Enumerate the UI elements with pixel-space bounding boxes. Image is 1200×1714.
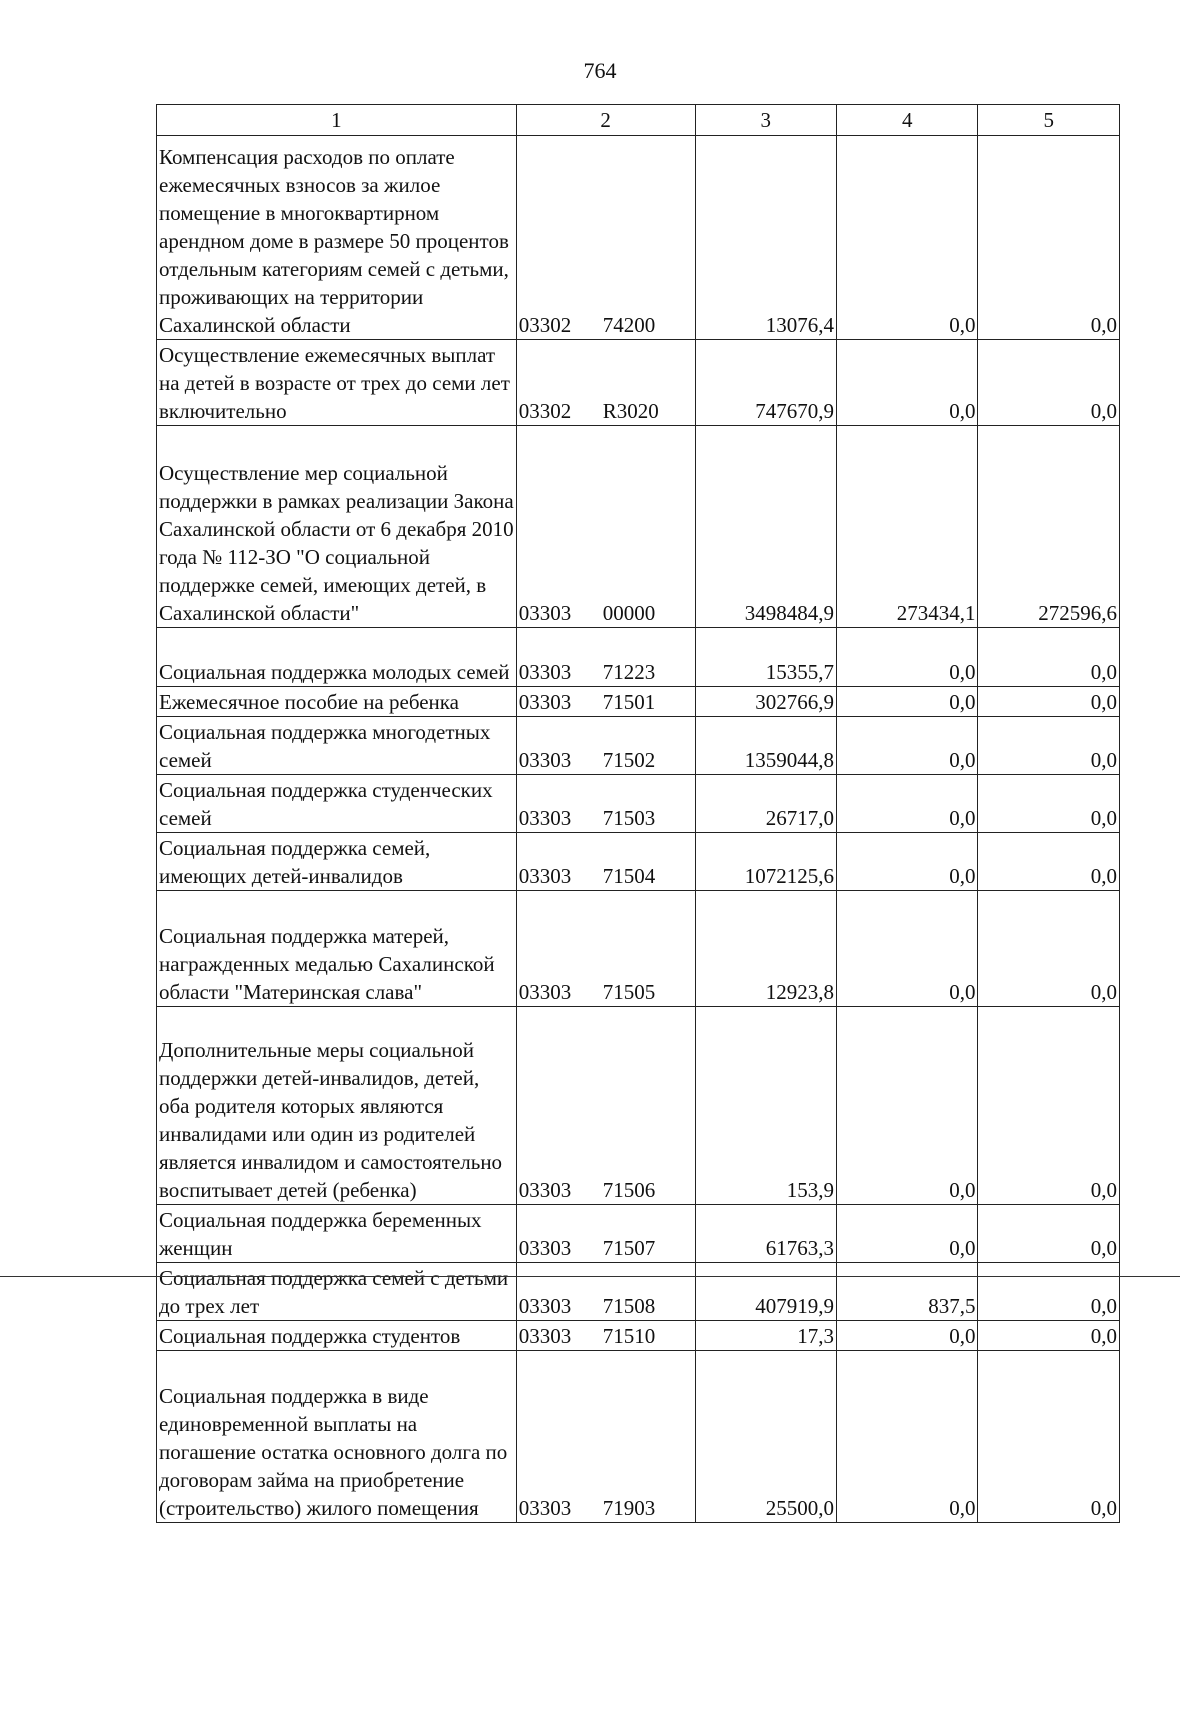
program-code: 03303 (518, 1178, 572, 1202)
value-col-4: 0,0 (837, 136, 978, 340)
program-code: 03303 (518, 806, 572, 830)
program-code: 03303 (518, 980, 572, 1004)
table-row (157, 1263, 1120, 1321)
table-row (157, 1007, 1120, 1205)
value-col-3: 3498484,9 (695, 426, 836, 628)
table-row (157, 1205, 1120, 1263)
row-code (516, 340, 695, 426)
header-col-1: 1 (157, 105, 517, 136)
value-col-5: 272596,6 (978, 426, 1120, 628)
table-row (157, 717, 1120, 775)
program-code: 03303 (518, 1324, 572, 1348)
program-code: 03303 (518, 660, 572, 684)
table-row (157, 628, 1120, 687)
row-code (516, 687, 695, 717)
value-col-5: 0,0 (978, 1263, 1120, 1321)
value-col-5: 0,0 (978, 340, 1120, 426)
row-code (516, 1351, 695, 1523)
program-code: 03303 (518, 748, 572, 772)
budget-table (156, 104, 1120, 1523)
value-col-3: 1072125,6 (695, 833, 836, 891)
table-row (157, 1321, 1120, 1351)
value-col-3: 1359044,8 (695, 717, 836, 775)
header-row (157, 105, 1120, 136)
row-code (516, 136, 695, 340)
header-col-4: 4 (837, 105, 978, 136)
row-name: Ежемесячное пособие на ребенка (157, 687, 517, 717)
header-col-2: 2 (516, 105, 695, 136)
value-col-5: 0,0 (978, 1351, 1120, 1523)
program-code: 03303 (518, 690, 572, 714)
direction-code: 71507 (602, 1236, 656, 1260)
row-code (516, 1205, 695, 1263)
value-col-4: 0,0 (837, 833, 978, 891)
value-col-4: 0,0 (837, 1007, 978, 1205)
direction-code: 71503 (602, 806, 656, 830)
table-row (157, 1351, 1120, 1523)
direction-code: 71506 (602, 1178, 656, 1202)
value-col-5: 0,0 (978, 1205, 1120, 1263)
program-code: 03303 (518, 864, 572, 888)
row-name: Социальная поддержка студенческих семей (157, 775, 517, 833)
row-name: Компенсация расходов по оплате ежемесячных взносов за жилое помещение в многоквартирном арендном доме в размере 50 процентов отдельным категориям семей с детьми, проживающих на территории Сахалинской области (157, 136, 517, 340)
value-col-5: 0,0 (978, 628, 1120, 687)
table-row (157, 136, 1120, 340)
row-code (516, 426, 695, 628)
value-col-4: 0,0 (837, 628, 978, 687)
value-col-4: 0,0 (837, 340, 978, 426)
table-row (157, 833, 1120, 891)
row-code (516, 1007, 695, 1205)
value-col-5: 0,0 (978, 717, 1120, 775)
direction-code: 00000 (602, 601, 656, 625)
table-row (157, 426, 1120, 628)
table-row (157, 340, 1120, 426)
row-code (516, 628, 695, 687)
header-col-3: 3 (695, 105, 836, 136)
value-col-4: 0,0 (837, 1205, 978, 1263)
value-col-4: 0,0 (837, 775, 978, 833)
row-name: Социальная поддержка студентов (157, 1321, 517, 1351)
value-col-3: 25500,0 (695, 1351, 836, 1523)
value-col-5: 0,0 (978, 1007, 1120, 1205)
table-row (157, 891, 1120, 1007)
value-col-5: 0,0 (978, 891, 1120, 1007)
table-row (157, 775, 1120, 833)
program-code: 03303 (518, 1294, 572, 1318)
row-code (516, 891, 695, 1007)
row-name: Осуществление ежемесячных выплат на детей в возрасте от трех до семи лет включительно (157, 340, 517, 426)
program-code: 03302 (518, 399, 572, 423)
row-code (516, 833, 695, 891)
value-col-3: 747670,9 (695, 340, 836, 426)
program-code: 03302 (518, 313, 572, 337)
value-col-3: 15355,7 (695, 628, 836, 687)
value-col-4: 837,5 (837, 1263, 978, 1321)
table-row (157, 687, 1120, 717)
value-col-3: 13076,4 (695, 136, 836, 340)
value-col-5: 0,0 (978, 136, 1120, 340)
value-col-3: 407919,9 (695, 1263, 836, 1321)
direction-code: R3020 (602, 399, 659, 423)
value-col-3: 153,9 (695, 1007, 836, 1205)
row-name: Осуществление мер социальной поддержки в рамках реализации Закона Сахалинской области от 6 декабря 2010 года № 112-ЗО "О социальной поддержке семей, имеющих детей, в Сахалинской области" (157, 426, 517, 628)
value-col-3: 302766,9 (695, 687, 836, 717)
row-name: Социальная поддержка беременных женщин (157, 1205, 517, 1263)
direction-code: 71223 (602, 660, 656, 684)
row-code (516, 717, 695, 775)
direction-code: 71510 (602, 1324, 656, 1348)
row-name: Социальная поддержка матерей, награжденных медалью Сахалинской области "Материнская слава" (157, 891, 517, 1007)
program-code: 03303 (518, 1496, 572, 1520)
scan-artifact-line (0, 1276, 1180, 1277)
direction-code: 74200 (602, 313, 656, 337)
value-col-5: 0,0 (978, 687, 1120, 717)
row-code (516, 1263, 695, 1321)
row-code (516, 1321, 695, 1351)
value-col-3: 26717,0 (695, 775, 836, 833)
row-code (516, 775, 695, 833)
row-name: Дополнительные меры социальной поддержки детей-инвалидов, детей, оба родителя которых являются инвалидами или один из родителей является инвалидом и самостоятельно воспитывает детей (ребенка) (157, 1007, 517, 1205)
page-number: 764 (583, 58, 617, 83)
header-col-5: 5 (978, 105, 1120, 136)
value-col-3: 17,3 (695, 1321, 836, 1351)
direction-code: 71903 (602, 1496, 656, 1520)
value-col-4: 0,0 (837, 717, 978, 775)
value-col-5: 0,0 (978, 775, 1120, 833)
direction-code: 71508 (602, 1294, 656, 1318)
value-col-3: 61763,3 (695, 1205, 836, 1263)
row-name: Социальная поддержка в виде единовременной выплаты на погашение остатка основного долга по договорам займа на приобретение (строительство) жилого помещения (157, 1351, 517, 1523)
value-col-4: 0,0 (837, 1321, 978, 1351)
direction-code: 71502 (602, 748, 656, 772)
direction-code: 71504 (602, 864, 656, 888)
program-code: 03303 (518, 601, 572, 625)
value-col-5: 0,0 (978, 833, 1120, 891)
direction-code: 71501 (602, 690, 656, 714)
row-name: Социальная поддержка молодых семей (157, 628, 517, 687)
value-col-4: 0,0 (837, 891, 978, 1007)
row-name: Социальная поддержка семей с детьми до трех лет (157, 1263, 517, 1321)
direction-code: 71505 (602, 980, 656, 1004)
value-col-4: 273434,1 (837, 426, 978, 628)
value-col-3: 12923,8 (695, 891, 836, 1007)
row-name: Социальная поддержка семей, имеющих детей-инвалидов (157, 833, 517, 891)
row-name: Социальная поддержка многодетных семей (157, 717, 517, 775)
value-col-4: 0,0 (837, 687, 978, 717)
value-col-5: 0,0 (978, 1321, 1120, 1351)
program-code: 03303 (518, 1236, 572, 1260)
value-col-4: 0,0 (837, 1351, 978, 1523)
